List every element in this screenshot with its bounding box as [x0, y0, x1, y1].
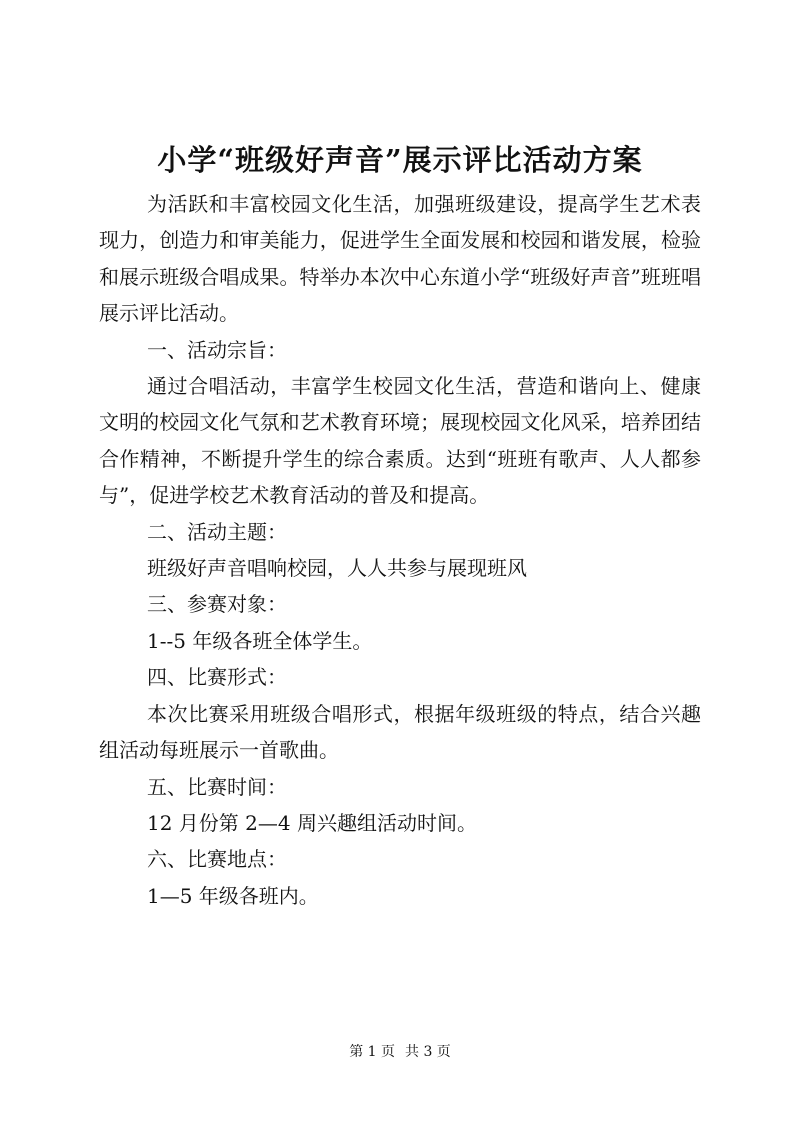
heading-participants: 三、参赛对象： [147, 592, 287, 617]
paragraph-location: 1—5 年级各班内。 [147, 883, 319, 908]
paragraph-theme: 班级好声音唱响校园，人人共参与展现班风 [147, 556, 527, 581]
heading-theme: 二、活动主题： [147, 519, 287, 544]
page-number: 第 1 页 [349, 1044, 395, 1060]
paragraph-time: 12 月份第 2—4 周兴趣组活动时间。 [147, 810, 477, 835]
paragraph-intro: 为活跃和丰富校园文化生活，加强班级建设，提高学生艺术表现力，创造力和审美能力，促进学生全面发展和校园和谐发展，检验和展示班级合唱成果。特举办本次中心东道小学“班级好声音”班班唱展示评比活动。 [99, 192, 701, 326]
heading-purpose: 一、活动宗旨： [147, 337, 287, 362]
document-body [99, 186, 701, 914]
page-total: 共 3 页 [405, 1044, 451, 1060]
heading-location: 六、比赛地点： [147, 847, 287, 872]
document-title: 小学“班级好声音”展示评比活动方案 [157, 143, 643, 177]
heading-time: 五、比赛时间： [147, 774, 287, 799]
paragraph-participants: 1--5 年级各班全体学生。 [147, 628, 373, 653]
paragraph-purpose: 通过合唱活动，丰富学生校园文化生活，营造和谐向上、健康文明的校园文化气氛和艺术教育环境；展现校园文化风采，培养团结合作精神，不断提升学生的综合素质。达到“班班有歌声、人人都参与”，促进学校艺术教育活动的普及和提高。 [99, 374, 701, 508]
page-footer [0, 1042, 800, 1062]
paragraph-format: 本次比赛采用班级合唱形式，根据年级班级的特点，结合兴趣组活动每班展示一首歌曲。 [99, 701, 701, 763]
heading-format: 四、比赛形式： [147, 665, 287, 690]
